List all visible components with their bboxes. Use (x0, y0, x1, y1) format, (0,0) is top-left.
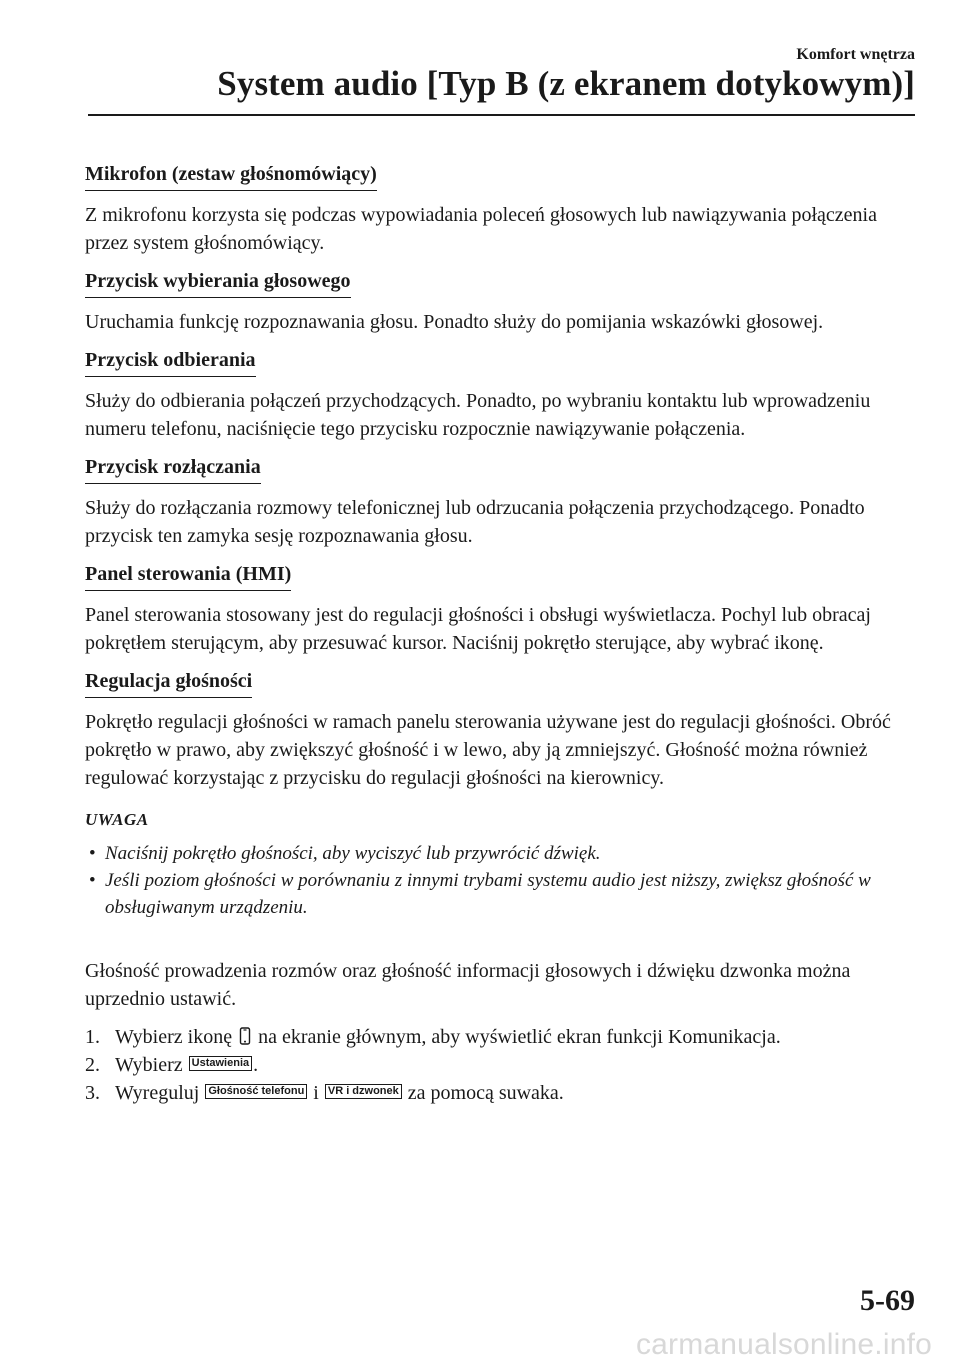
phone-icon (237, 1027, 253, 1045)
step-item: 1. Wybierz ikonę na ekranie głównym, aby wyświetlić ekran funkcji Komunikacja. (85, 1026, 781, 1048)
section-text-control-panel: Panel sterowania stosowany jest do regulacji głośności i obsługi wyświetlacza. Pochyl lub obracaj pokrętłem sterującym, aby przesuwać kursor. Naciśnij pokrętło sterujące, aby wybrać ikonę. (85, 604, 871, 654)
section-heading-control-panel: Panel sterowania (HMI) (85, 560, 915, 591)
section-text-volume: Pokrętło regulacji głośności w ramach panelu sterowania używane jest do regulacji głośności. Obróć pokrętło w prawo, aby zwiększyć głośność i w lewo, aby ją zmniejszyć. Głośność można również regulować korzystając z przycisku do regulacji głośności na kierownicy. (85, 711, 891, 789)
watermark: carmanualsonline.info (635, 1328, 932, 1361)
section-heading-answer-button: Przycisk odbierania (85, 346, 915, 377)
phone-volume-button: Głośność telefonu (205, 1084, 307, 1099)
header-divider (88, 114, 915, 116)
step-item: 3. Wyreguluj Głośność telefonu i VR i dzwonek za pomocą suwaka. (85, 1082, 564, 1104)
note-title: UWAGA (85, 810, 149, 829)
settings-button: Ustawienia (189, 1056, 252, 1071)
settings-intro: Głośność prowadzenia rozmów oraz głośność informacji głosowych i dźwięku dzwonka można uprzednio ustawić. (85, 960, 851, 1010)
bullet-icon: • (89, 843, 96, 864)
section-heading-volume: Regulacja głośności (85, 667, 915, 698)
section-text-hangup-button: Służy do rozłączania rozmowy telefonicznej lub odrzucania połączenia przychodzącego. Ponadto przycisk ten zamyka sesję rozpoznawania głosu. (85, 497, 865, 547)
chapter-name: Komfort wnętrza (796, 46, 915, 63)
section-text-answer-button: Służy do odbierania połączeń przychodzących. Ponadto, po wybraniu kontaktu lub wprowadzeniu numeru telefonu, naciśnięcie tego przycisku rozpocznie nawiązywanie połączenia. (85, 390, 871, 440)
section-text-voice-button: Uruchamia funkcję rozpoznawania głosu. Ponadto służy do pomijania wskazówki głosowej. (85, 311, 824, 333)
content (85, 160, 915, 1107)
section-text-microphone: Z mikrofonu korzysta się podczas wypowiadania poleceń głosowych lub nawiązywania połączenia przez system głośnomówiący. (85, 204, 877, 254)
section-heading-voice-button: Przycisk wybierania głosowego (85, 267, 915, 298)
note-item: • Naciśnij pokrętło głośności, aby wyciszyć lub przywrócić dźwięk. (85, 840, 915, 867)
vr-ringtone-button: VR i dzwonek (325, 1084, 402, 1099)
section-heading-microphone: Mikrofon (zestaw głośnomówiący) (85, 160, 915, 191)
bullet-icon: • (89, 870, 96, 891)
note-list (85, 840, 915, 921)
page-title: System audio [Typ B (z ekranem dotykowym)] (217, 64, 915, 103)
section-heading-hangup-button: Przycisk rozłączania (85, 453, 915, 484)
step-item: 2. Wybierz Ustawienia . (85, 1054, 259, 1076)
steps-list (85, 1023, 915, 1107)
note-item: • Jeśli poziom głośności w porównaniu z innymi trybami systemu audio jest niższy, zwiększ głośność w obsługiwanym urządzeniu. (85, 867, 915, 921)
page-number: 5-69 (860, 1284, 915, 1317)
